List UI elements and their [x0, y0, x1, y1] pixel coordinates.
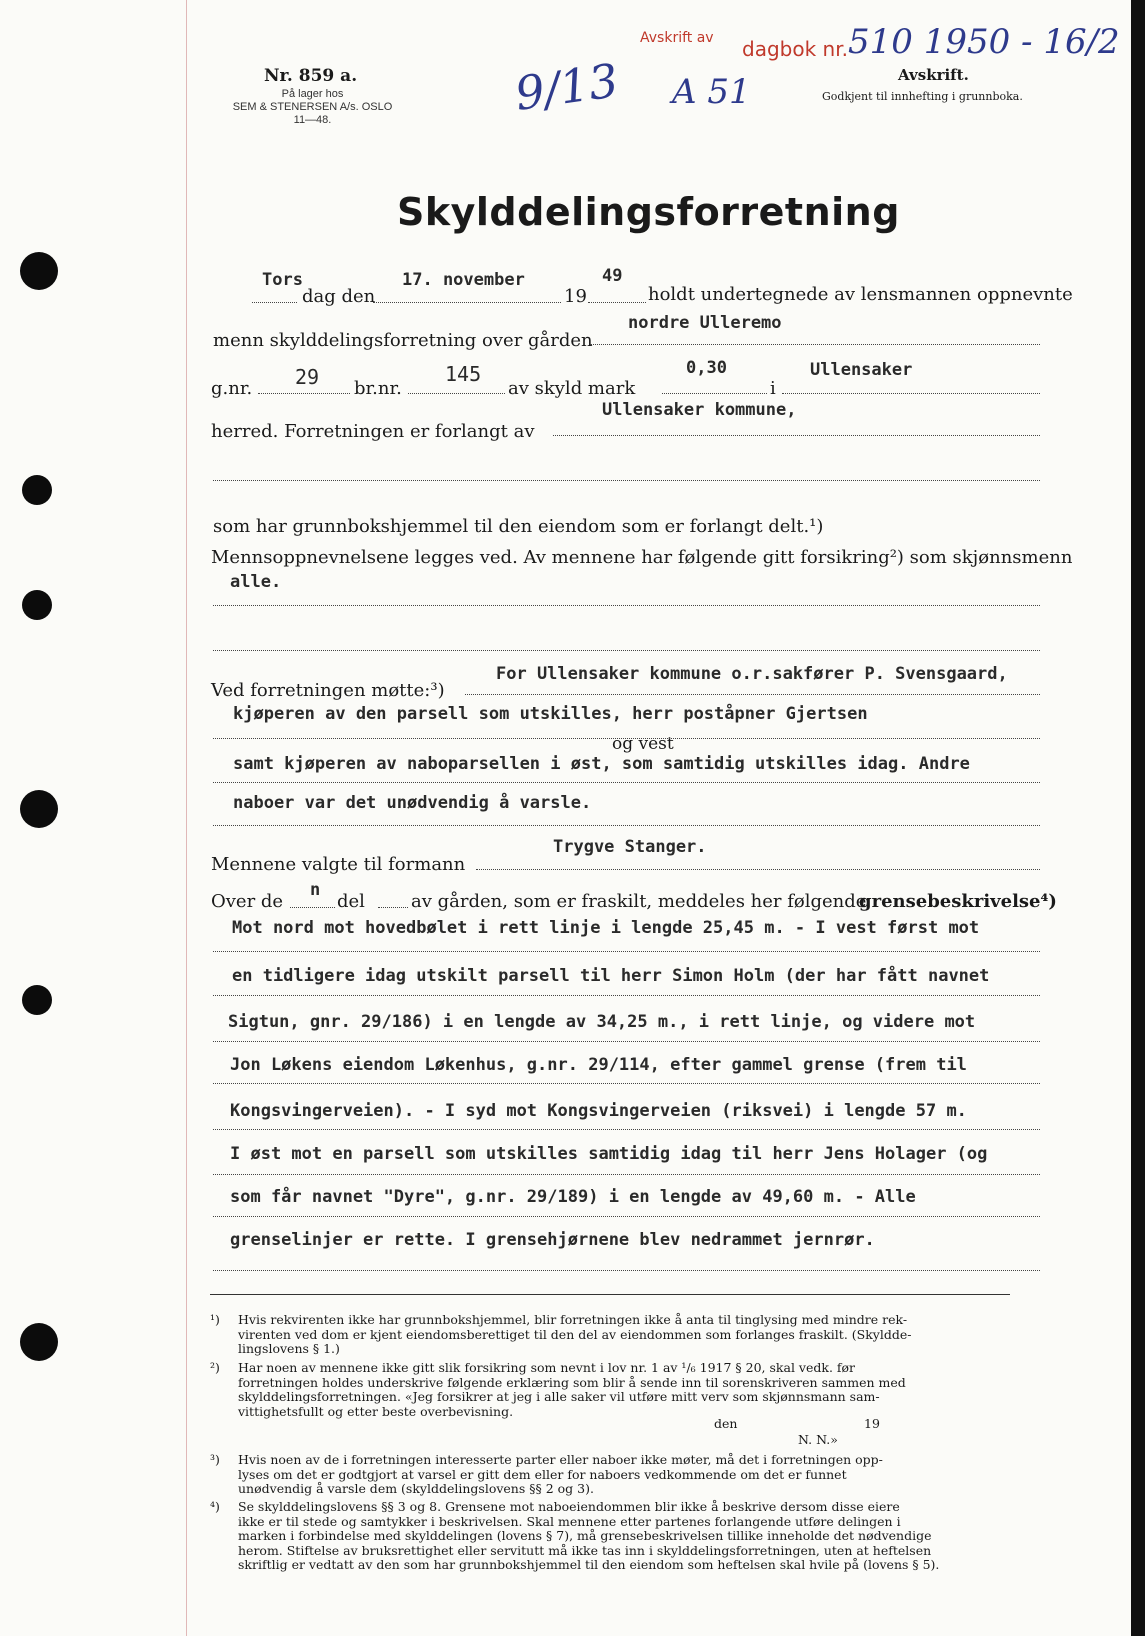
footnote-line: skriftlig er vedtatt av den som har grunnbokshjemmel til den eiendom som heftelsen skal hvile på (lovens § 5).	[238, 1557, 940, 1572]
dag-den-label: dag den	[302, 286, 376, 307]
brnr-label: br.nr.	[354, 378, 402, 399]
stamp-dagbok: dagbok nr.	[742, 37, 848, 61]
footnote-mark: ³)	[210, 1452, 220, 1467]
dotted-line	[590, 344, 1040, 345]
description-line: Jon Løkens eiendom Løkenhus, g.nr. 29/114, efter gammel grense (frem til	[230, 1055, 967, 1075]
gnr-typed: 29	[295, 365, 320, 389]
footnote-line: Hvis rekvirenten ikke har grunnbokshjemmel, blir forretningen ikke å anta til tinglysing med mindre rek-	[238, 1312, 908, 1327]
avskrift-label: Avskrift.	[898, 66, 969, 84]
footnote-line: Har noen av mennene ikke gitt slik forsikring som nevnt i lov nr. 1 av ¹/₆ 1917 § 20, skal vedk. før	[238, 1360, 856, 1375]
footnote-line: marken i forbindelse med skylddelingen (lovens § 7), må grensebeskrivelsen tillike inneholde det nødvendige	[238, 1528, 932, 1543]
over-rest-text: av gården, som er fraskilt, meddeles her følgende	[411, 891, 867, 912]
year-typed: 49	[602, 266, 623, 286]
dotted-line	[213, 1216, 1040, 1217]
punch-hole	[22, 475, 52, 505]
grense-label: grensebeskrivelse⁴)	[859, 891, 1057, 912]
dotted-line	[213, 738, 1040, 739]
footnote-2	[238, 1361, 906, 1419]
skyld-typed: 0,30	[686, 358, 727, 378]
punch-hole	[20, 790, 58, 828]
i-label: i	[770, 378, 776, 399]
dotted-line	[373, 302, 561, 303]
description-line: som får navnet "Dyre", g.nr. 29/189) i en lengde av 49,60 m. - Alle	[230, 1187, 916, 1207]
attendee-typed: For Ullensaker kommune o.r.sakfører P. Svensgaard,	[496, 664, 1008, 684]
footnote-mark: ²)	[210, 1360, 220, 1375]
footnote-line: lyses om det er godtgjort at varsel er gitt dem eller for naboers vedkommende om det er funnet	[238, 1466, 847, 1482]
weekday-typed: Tors	[262, 270, 303, 290]
dotted-line	[465, 694, 1040, 695]
footnote-den: den	[714, 1416, 738, 1431]
mote-label: Ved forretningen møtte:³)	[211, 680, 445, 701]
dotted-line	[213, 1270, 1040, 1271]
herred-text: herred. Forretningen er forlangt av	[211, 421, 535, 442]
description-line: en tidligere idag utskilt parsell til herr Simon Holm (der har fått navnet	[232, 966, 990, 986]
description-line: Sigtun, gnr. 29/186) i en lengde av 34,25 m., i rett linje, og videre mot	[228, 1012, 976, 1032]
dotted-line	[588, 302, 646, 303]
footnote-1	[238, 1313, 911, 1357]
footnote-line: Se skylddelingslovens §§ 3 og 8. Grensene mot naboeiendommen blir ikke å beskrive dersom disse eiere	[238, 1499, 900, 1514]
description-line: Kongsvingerveien). - I syd mot Kongsvingerveien (riksvei) i lengde 57 m.	[230, 1101, 967, 1121]
punch-hole	[20, 1323, 58, 1361]
formann-typed: Trygve Stanger.	[553, 837, 707, 857]
dotted-line	[213, 995, 1040, 996]
stamp-reference-handwriting: A 51	[672, 72, 751, 112]
page-title: Skylddelingsforretning	[397, 190, 900, 234]
scan-border	[1131, 0, 1145, 1636]
printer-info	[225, 88, 400, 127]
footnote-mark: ¹)	[210, 1312, 220, 1327]
dotted-line	[213, 1083, 1040, 1084]
skyld-label: av skyld mark	[508, 378, 636, 399]
attendee-typed: samt kjøperen av naboparsellen i øst, som samtidig utskilles idag. Andre	[233, 754, 970, 774]
dotted-line	[252, 302, 297, 303]
footnote-line: virenten ved dom er kjent eiendomsberettiget til den del av eiendommen som forlanges fraskilt. (Skyldde-	[238, 1326, 912, 1342]
dotted-line	[476, 869, 1040, 870]
dotted-line	[213, 650, 1040, 651]
attendee-typed: og vest	[612, 734, 674, 754]
attendee-typed: kjøperen av den parsell som utskilles, herr poståpner Gjertsen	[233, 704, 868, 724]
footnote-line: ikke er til stede og samtykker i beskrivelsen. Skal mennene etter partenes forlangende utføre delingen i	[238, 1513, 901, 1529]
stamp-dagbok-handwriting: 510 1950 - 16/2	[848, 22, 1120, 62]
punch-hole	[22, 985, 52, 1015]
dotted-line	[213, 782, 1040, 783]
herred-typed: Ullensaker	[810, 360, 913, 380]
dotted-line	[213, 951, 1040, 952]
printer-line: 11—48.	[293, 114, 332, 126]
printer-line: SEM & STENERSEN A/s. OSLO	[232, 101, 393, 113]
dotted-line	[258, 393, 350, 394]
stamp-avskrift-av: Avskrift av	[640, 30, 714, 46]
footnote-line: vittighetsfullt og etter beste overbevisning.	[238, 1403, 514, 1419]
formann-label: Mennene valgte til formann	[211, 854, 466, 875]
footnote-3	[238, 1453, 883, 1497]
footnote-line: unødvendig å varsle dem (skylddelingslovens §§ 2 og 3).	[238, 1481, 594, 1496]
godkjent-label: Godkjent til innhefting i grunnboka.	[822, 90, 1023, 103]
punch-hole	[20, 252, 58, 290]
footnote-4	[238, 1500, 939, 1573]
margin-handwriting: 9/13	[511, 53, 622, 121]
margin-line	[186, 0, 187, 1636]
dotted-line	[213, 605, 1040, 606]
footnote-nn: N. N.»	[798, 1432, 838, 1447]
printer-line: På lager hos	[281, 88, 344, 100]
dotted-line	[213, 1041, 1040, 1042]
form-number: Nr. 859 a.	[264, 66, 358, 86]
alle-typed: alle.	[230, 572, 282, 592]
date-typed: 17. november	[402, 270, 525, 290]
description-line: grenselinjer er rette. I grensehjørnene blev nedrammet jernrør.	[230, 1230, 875, 1250]
part-typed: n	[310, 880, 321, 900]
farm-typed: nordre Ulleremo	[628, 313, 782, 333]
dotted-line	[378, 907, 408, 908]
brnr-typed: 145	[445, 362, 482, 386]
holdt-text: holdt undertegnede av lensmannen oppnevnte	[648, 284, 1073, 305]
menn-text: menn skylddelingsforretning over gården	[213, 330, 593, 351]
dotted-line	[213, 1174, 1040, 1175]
footnote-19: 19	[864, 1416, 880, 1431]
footnote-rule	[210, 1294, 1010, 1295]
requester-typed: Ullensaker kommune,	[602, 400, 797, 420]
dotted-line	[662, 393, 767, 394]
footnote-line: Hvis noen av de i forretningen interesserte parter eller naboer ikke møter, må det i forretningen opp-	[238, 1452, 883, 1467]
mennsoppnevnelse-text: Mennsoppnevnelsene legges ved. Av mennene har følgende gitt forsikring²) som skjønnsmenn	[211, 547, 1073, 568]
description-line: I øst mot en parsell som utskilles samtidig idag til herr Jens Holager (og	[230, 1144, 988, 1164]
dotted-line	[408, 393, 505, 394]
footnote-line: forretningen holdes underskrive følgende erklæring som blir å sende inn til sorenskriveren sammen med	[238, 1374, 906, 1390]
del-label: del	[337, 891, 365, 912]
dotted-line	[213, 480, 1040, 481]
dotted-line	[290, 907, 335, 908]
dotted-line	[213, 1129, 1040, 1130]
attendee-typed: naboer var det unødvendig å varsle.	[233, 793, 592, 813]
dotted-line	[213, 825, 1040, 826]
dotted-line	[553, 435, 1040, 436]
year-prefix: 19	[564, 286, 587, 307]
description-line: Mot nord mot hovedbølet i rett linje i lengde 25,45 m. - I vest først mot	[232, 918, 980, 938]
punch-hole	[22, 590, 52, 620]
grunnbok-text: som har grunnbokshjemmel til den eiendom som er forlangt delt.¹)	[213, 516, 824, 537]
gnr-label: g.nr.	[211, 378, 253, 399]
dotted-line	[782, 393, 1040, 394]
footnote-mark: ⁴)	[210, 1499, 220, 1514]
footnote-line: lingslovens § 1.)	[238, 1341, 340, 1356]
footnote-line: herom. Stiftelse av bruksrettighet eller servitutt må ikke tas inn i skylddelingsforretningen, uten at heftelsen	[238, 1542, 932, 1558]
footnote-line: skylddelingsforretningen. «Jeg forsikrer at jeg i alle saker vil utføre mitt verv som skjønnsmann sam-	[238, 1389, 880, 1404]
over-de-label: Over de	[211, 891, 284, 912]
